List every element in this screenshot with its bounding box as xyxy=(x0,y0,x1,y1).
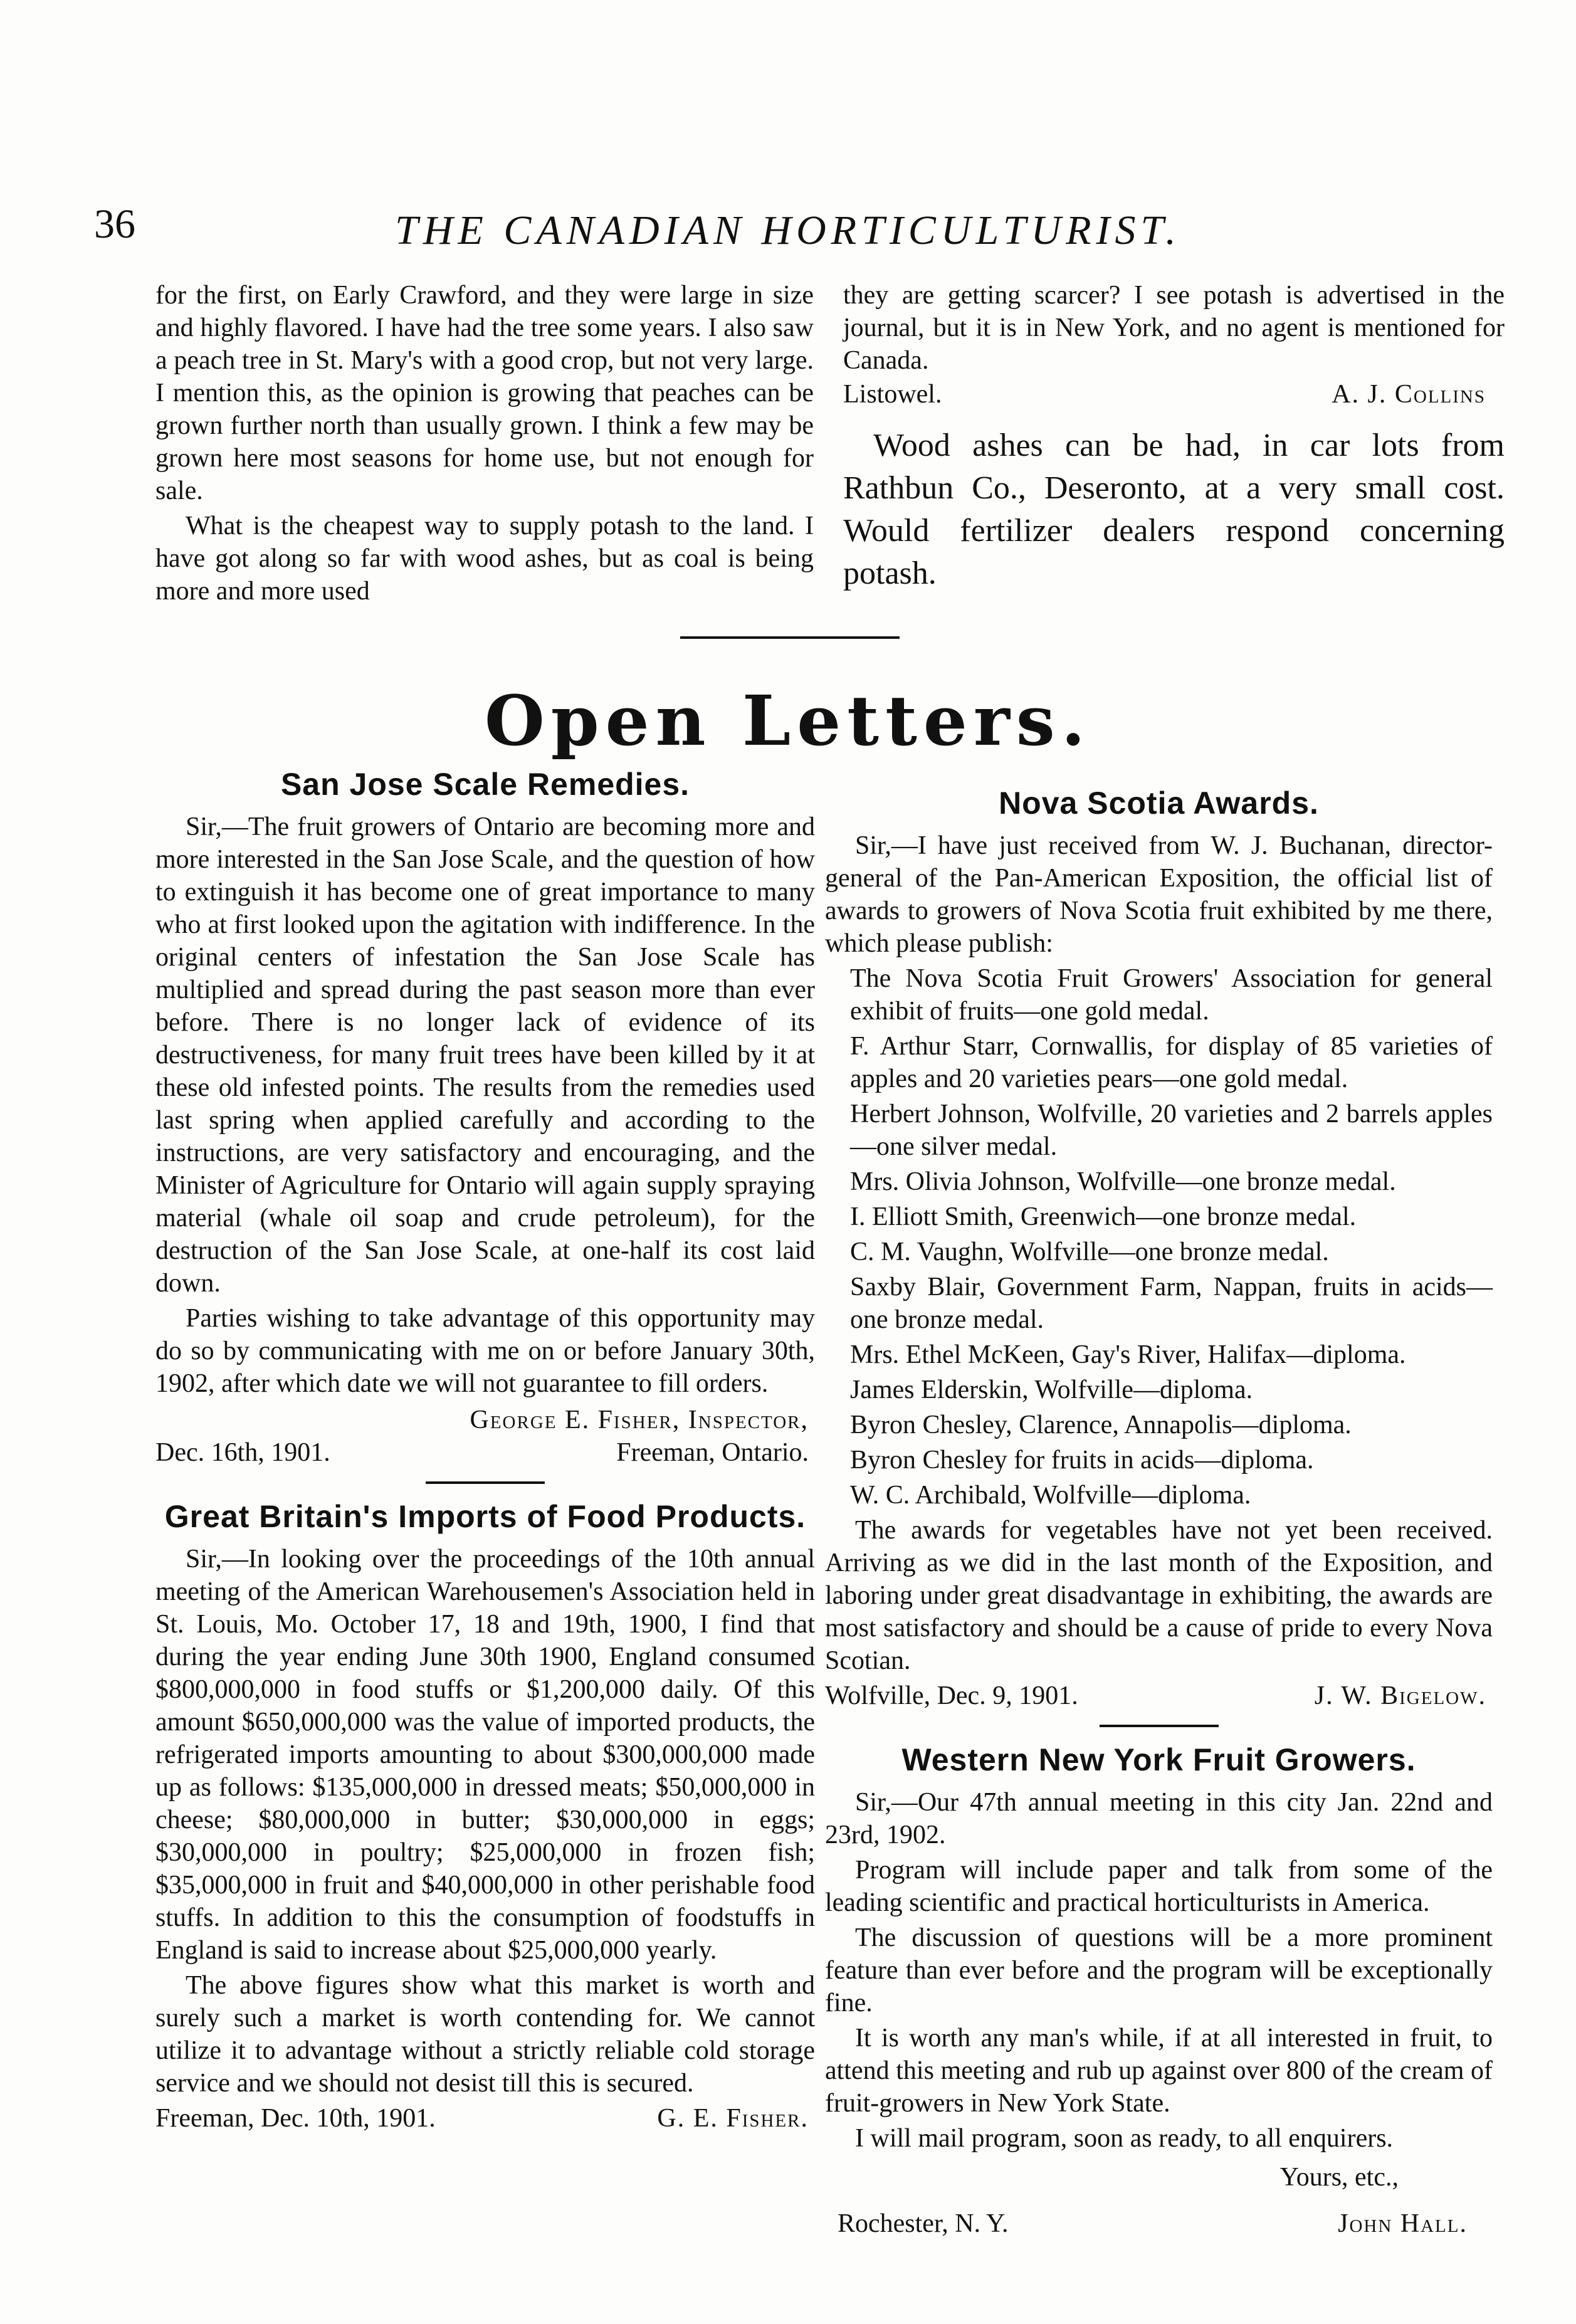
divider-rule xyxy=(1100,1725,1219,1727)
letter-nova-scotia xyxy=(825,787,1493,1712)
letter-san-jose xyxy=(155,768,815,1469)
award-item: Byron Chesley, Clarence, Annapolis—diploma. xyxy=(850,1411,1352,1439)
continued-letter-left xyxy=(155,279,814,610)
date-line xyxy=(825,1680,1493,1712)
date-line xyxy=(155,1436,815,1469)
column-left xyxy=(155,768,815,2135)
running-title: THE CANADIAN HORTICULTURIST. xyxy=(395,208,1181,253)
award-item: Herbert Johnson, Wolfville, 20 varieties and 2 barrels apples—one silver medal. xyxy=(850,1100,1493,1161)
continued-letter-right xyxy=(843,279,1505,595)
place: Freeman, Ontario. xyxy=(616,1438,809,1467)
letter-great-britain xyxy=(155,1500,815,2135)
place: Listowel. xyxy=(843,380,942,409)
paragraph: The discussion of questions will be a more prominent feature than ever before and the program will be exceptionally fine. xyxy=(825,1923,1493,2017)
signature: G. E. Fisher. xyxy=(657,2104,809,2133)
award-item: C. M. Vaughn, Wolfville—one bronze medal. xyxy=(850,1238,1329,1266)
paragraph: The awards for vegetables have not yet been received. Arriving as we did in the last month of the Exposition, and laboring under great disadvantage in exhibiting, the awards are most satisfactory and should be a cause of pride to every Nova Scotian. xyxy=(825,1516,1493,1675)
place-date: Wolfville, Dec. 9, 1901. xyxy=(825,1681,1078,1710)
paragraph: Sir,—The fruit growers of Ontario are becoming more and more interested in the San Jose Scale, and the question of how to extinguish it has become one of great importance to many who at first looked upon the agitation with indifference. In the original centers of infestation the San Jose Scale has multiplied and spread during the past season more than ever before. There is no longer lack of evidence of its destructiveness, for many fruit trees have been killed by it at these old infested points. The results from the remedies used last spring when applied carefully and according to the instructions, are very satisfactory and encouraging, and the Minister of Agriculture for Ontario will again supply spraying material (whale oil soap and crude petroleum), for the destruction of the San Jose Scale, at one-half its cost laid down. xyxy=(155,812,815,1298)
paragraph: Sir,—I have just received from W. J. Buchanan, director-general of the Pan-American Exposition, the official list of awards to growers of Nova Scotia fruit exhibited by me there, which please publish: xyxy=(825,831,1493,958)
article-title: Great Britain's Imports of Food Products. xyxy=(164,1499,806,1534)
date-line xyxy=(825,2207,1493,2240)
signature: John Hall. xyxy=(1338,2209,1468,2238)
column-right xyxy=(825,787,1493,2240)
date: Dec. 16th, 1901. xyxy=(155,1438,330,1467)
article-title: Western New York Fruit Growers. xyxy=(901,1742,1416,1777)
award-item: The Nova Scotia Fruit Growers' Association for general exhibit of fruits—one gold medal. xyxy=(850,964,1493,1026)
paragraph: The above figures show what this market is worth and surely such a market is worth contending for. We cannot utilize it to advantage without a strictly reliable cold storage service and we should not desist till this is secured. xyxy=(155,1971,815,2098)
signature: J. W. Bigelow. xyxy=(1314,1681,1486,1710)
award-item: James Elderskin, Wolfville—diploma. xyxy=(850,1375,1253,1404)
signature: A. J. Collins xyxy=(1332,380,1486,409)
paragraph: What is the cheapest way to supply potash to the land. I have got along so far with wood ashes, but as coal is being more and more used xyxy=(155,512,814,606)
place: Rochester, N. Y. xyxy=(838,2209,1009,2238)
award-item: Saxby Blair, Government Farm, Nappan, fruits in acids—one bronze medal. xyxy=(850,1273,1493,1334)
paragraph: Sir,—In looking over the proceedings of the 10th annual meeting of the American Warehousemen's Association held in St. Louis, Mo. October 17, 18 and 19th, 1900, I find that during the year ending June 30th 1900, England consumed $800,000,000 in food stuffs or $1,200,000 daily. Of this amount $650,000,000 was the value of imported products, the refrigerated imports amounting to about $300,000,000 made up as follows: $135,000,000 in dressed meats; $50,000,000 in cheese; $80,000,000 in butter; $30,000,000 in eggs; $30,000,000 in poultry; $25,000,000 in frozen fish; $35,000,000 in fruit and $40,000,000 in other perishable food stuffs. In addition to this the consumption of foodstuffs in England is said to increase about $25,000,000 yearly. xyxy=(155,1545,815,1965)
date-line xyxy=(155,2102,815,2135)
article-title: Nova Scotia Awards. xyxy=(999,786,1319,821)
award-item: Mrs. Ethel McKeen, Gay's River, Halifax—diploma. xyxy=(850,1340,1406,1369)
closing: Yours, etc., xyxy=(1279,2163,1399,2192)
paragraph: Parties wishing to take advantage of this opportunity may do so by communicating with me on or before January 30th, 1902, after which date we will not guarantee to fill orders. xyxy=(155,1304,815,1398)
paragraph: Program will include paper and talk from some of the leading scientific and practical horticulturists in America. xyxy=(825,1856,1493,1917)
paragraph: for the first, on Early Crawford, and they were large in size and highly flavored. I have had the tree some years. I also saw a peach tree in St. Mary's with a good crop, but not very large. I mention this, as the opinion is growing that peaches can be grown further north than usually grown. I think a few may be grown here most seasons for home use, but not enough for sale. xyxy=(155,281,814,505)
paragraph: It is worth any man's while, if at all interested in fruit, to attend this meeting and rub up against over 800 of the cream of fruit-growers in New York State. xyxy=(825,2024,1493,2118)
letter-western-ny xyxy=(825,1743,1493,2240)
award-item: Mrs. Olivia Johnson, Wolfville—one bronze medal. xyxy=(850,1167,1396,1196)
award-item: I. Elliott Smith, Greenwich—one bronze medal. xyxy=(850,1202,1357,1231)
divider-rule xyxy=(680,636,900,639)
award-item: F. Arthur Starr, Cornwallis, for display of 85 varieties of apples and 20 varieties pears—one gold medal. xyxy=(850,1032,1493,1093)
award-item: Byron Chesley for fruits in acids—diploma. xyxy=(850,1446,1314,1475)
paragraph: I will mail program, soon as ready, to all enquirers. xyxy=(855,2124,1394,2153)
editor-note: Wood ashes can be had, in car lots from Rathbun Co., Deseronto, at a very small cost. Would fertilizer dealers respond concerning potash. xyxy=(843,428,1505,591)
award-item: W. C. Archibald, Wolfville—diploma. xyxy=(850,1481,1251,1510)
paragraph: they are getting scarcer? I see potash is advertised in the journal, but it is in New York, and no agent is mentioned for Canada. xyxy=(843,281,1505,375)
page-number: 36 xyxy=(94,201,135,247)
divider-rule xyxy=(426,1481,545,1484)
section-heading: Open Letters. xyxy=(484,680,1092,761)
signature-line xyxy=(843,378,1505,411)
date: Freeman, Dec. 10th, 1901. xyxy=(155,2104,436,2133)
paragraph: Sir,—Our 47th annual meeting in this city Jan. 22nd and 23rd, 1902. xyxy=(825,1788,1493,1849)
article-title: San Jose Scale Remedies. xyxy=(280,767,690,802)
signature: George E. Fisher, Inspector, xyxy=(470,1406,809,1434)
